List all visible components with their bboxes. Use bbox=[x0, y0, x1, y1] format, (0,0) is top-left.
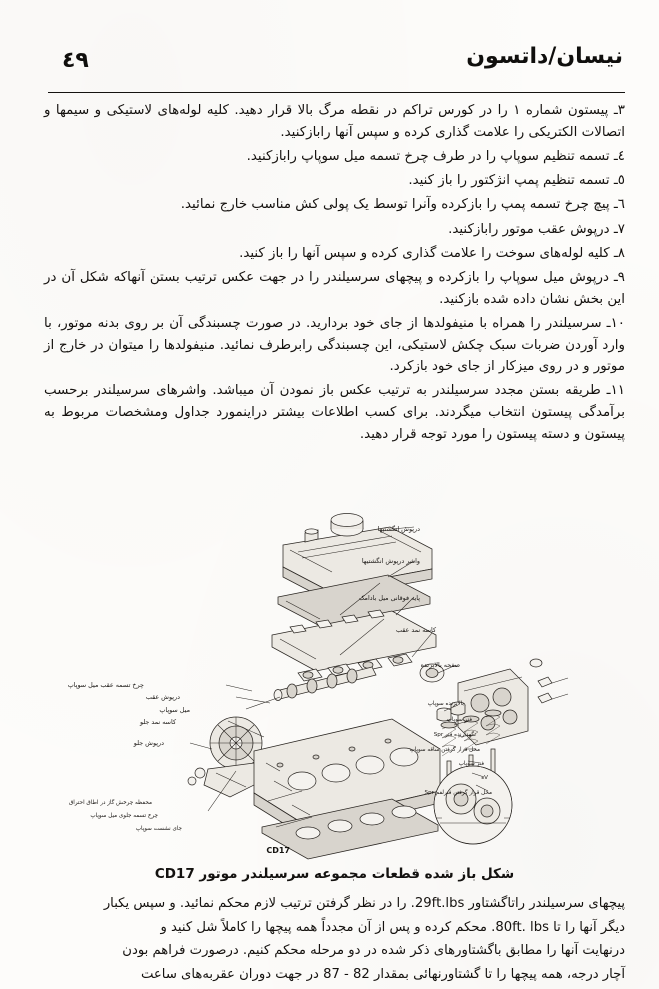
figure-label-left-6: جای نشست سوپاپ bbox=[135, 826, 182, 832]
figure-label-right-7: نگهدارنده فنر Spr bbox=[433, 732, 476, 738]
figure-label-right-2: پایه فوقانی میل بادامک bbox=[358, 594, 420, 602]
header-divider bbox=[48, 92, 625, 93]
figure-label-left-3: کاسه نمد جلو bbox=[139, 718, 176, 726]
figure-label-left-7: چرخ تسمه جلوی میل سوپاپ bbox=[90, 813, 158, 819]
paragraph-5: ٥ـ تسمه تنظیم پمپ انژکتور را باز کنید. bbox=[408, 173, 625, 189]
paragraph-10: ١٠ـ سرسیلندر را همراه با منیفولدها از جای خود بردارید. در صورت چسبندگی آن بر روی بدنه موتور، با وارد آوردن ضربات سبک چکش لاستیکی، این چسبندگی رابرطرف نمائید. منیفولدها را میتوان در خارج از موتور و در روی میزکار از جای خود بازکرد. bbox=[44, 315, 625, 375]
figure-code-label: CD17 bbox=[266, 846, 290, 855]
bottom-line-2: دیگر آنها را تا 80ft. lbs. محکم کرده و پس از آن مجدداً همه پیچها را کاملاً شل کنید و bbox=[160, 919, 625, 935]
exploded-view-figure bbox=[40, 505, 629, 865]
figure-label-right-9: فنر سوپاپ bbox=[458, 761, 484, 767]
bottom-line-4: آچار درجه، همه پیچها را تا گشتاورنهائی بمقدار 82 - 87 در جهت دوران عقربه‌های ساعت bbox=[140, 966, 625, 982]
bolts-part bbox=[530, 659, 568, 703]
figure-label-right-4: صفحه بالابرنده bbox=[420, 661, 460, 669]
book-title: نیسان/داتسون bbox=[466, 44, 623, 69]
figure-label-right-8: محل قرار گرفتن ساقه سوپاپ bbox=[409, 747, 480, 753]
detail-circle-part bbox=[434, 766, 512, 844]
figure-label-right-11: محل قرار گرفتن فنرلفم Spr bbox=[424, 790, 492, 796]
figure-labels-left bbox=[68, 681, 190, 832]
page-header bbox=[52, 44, 623, 84]
figure-label-right-5: بالابرنده سوپاپ bbox=[427, 701, 464, 707]
paragraph-4: ٤ـ تسمه تنظیم سوپاپ را در طرف چرخ تسمه میل سوپاپ رابازکنید. bbox=[246, 148, 625, 164]
paragraph-9: ٩ـ درپوش میل سوپاپ را بازکرده و پیچهای سرسیلندر را در جهت عکس ترتیب بستن آنهاکه شکل آن در این بخش نشان داده شده بازکنید. bbox=[44, 269, 625, 307]
bottom-text bbox=[44, 893, 625, 988]
paragraph-11: ١١ـ طریقه بستن مجدد سرسیلندر به ترتیب عکس باز نمودن آن میباشد. واشرهای سرسیلندر برحسب برآمدگی پیستون انتخاب میگردند. برای کسب اطلاعات بیشتر دراینمورد جداول ومشخصات مربوط به پیستون و دسته پیستون را مورد توجه قرار دهید. bbox=[44, 383, 625, 442]
figure-label-left-1: درپوش عقب bbox=[145, 693, 180, 701]
front-cover-part bbox=[188, 763, 262, 797]
paragraph-8: ٨ـ کلیه لوله‌های سوخت را علامت گذاری کرده و سپس آنها را باز کنید. bbox=[239, 245, 625, 261]
figure-label-right-10: Vه bbox=[481, 775, 488, 781]
figure-drawing bbox=[40, 505, 629, 865]
paragraph-6: ٦ـ پیچ چرخ تسمه پمپ را بازکرده وآنرا توسط یک پولی کش مناسب خارج نمائید. bbox=[180, 197, 625, 213]
figure-label-right-6: فنر سوپاپ bbox=[446, 717, 472, 723]
figure-label-right-0: درپوش انگشتیها bbox=[377, 525, 420, 533]
figure-label-left-4: درپوش جلو bbox=[133, 739, 164, 747]
figure-label-right-1: واشر درپوش انگشتیها bbox=[361, 557, 420, 565]
bottom-line-3: درنهایت آنها را مطابق باگشتاورهای ذکر شده در دو مرحله محکم کنیم. درصورت فراهم بودن bbox=[122, 943, 625, 959]
figure-label-right-3: کاسه نمد عقب bbox=[396, 626, 436, 634]
paragraph-3: ٣ـ پیستون شماره ١ را در کورس تراکم در نقطه مرگ بالا قرار دهید. کلیه لوله‌های لاستیکی و سیمها و اتصالات الکتریکی را علامت گذاری کرده و سپس آنها رابازکنید. bbox=[44, 103, 625, 140]
figure-label-left-0: چرخ تسمه عقب میل سوپاپ bbox=[67, 681, 144, 689]
page-number: ٤٩ bbox=[62, 48, 89, 73]
camshaft-part bbox=[274, 667, 376, 701]
figure-label-left-2: میل سوپاپ bbox=[159, 706, 190, 714]
figure-caption: شکل باز شده قطعات مجموعه سرسیلندر موتور CD17 bbox=[154, 866, 515, 882]
bottom-line-1: پیچهای سرسیلندر راتاگشتاور 29ft.lbs. را در نظر گرفتن ترتیب لازم محکم نمائید. و سپس یکبار bbox=[103, 896, 625, 911]
figure-label-left-5: محفظه چرخش گاز در اطاق احتراق bbox=[68, 800, 152, 806]
body-text bbox=[44, 100, 625, 448]
paragraph-7: ٧ـ درپوش عقب موتور رابازکنید. bbox=[448, 221, 625, 237]
